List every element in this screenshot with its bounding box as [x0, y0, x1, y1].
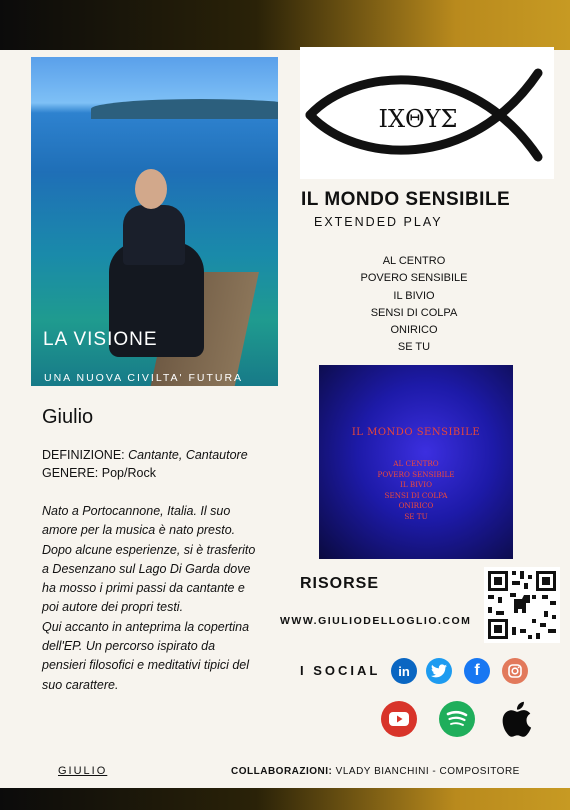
- apple-icon[interactable]: [497, 699, 535, 739]
- facebook-icon[interactable]: [464, 658, 490, 684]
- instagram-icon[interactable]: [502, 658, 528, 684]
- ichthys-logo: [300, 47, 554, 179]
- artist-info: [42, 446, 248, 482]
- cover-track-item: POVERO SENSIBILE: [377, 469, 455, 479]
- twitter-bird-icon: [431, 664, 447, 678]
- twitter-icon[interactable]: [426, 658, 452, 684]
- track-item: POVERO SENSIBILE: [360, 272, 468, 285]
- youtube-icon[interactable]: [381, 701, 417, 737]
- photo-title: LA VISIONE: [43, 329, 158, 350]
- bio-paragraph-2: Qui accanto in anteprima la copertina dell'EP. Un percorso ispirato da pensieri filosofici e meditativi tipici del suo carattere.: [42, 619, 250, 692]
- bio-paragraph: Nato a Portocannone, Italia. Il suo amore per la musica è nato presto. Dopo alcune esperienze, si è trasferito a Desenzano sul Lago Di Garda dove ha mosso i primi passi da cantante e poi autore dei propri testi.: [42, 504, 256, 615]
- track-item: AL CENTRO: [382, 255, 446, 267]
- cover-track-item: ONIRICO: [398, 501, 434, 511]
- social-label: I SOCIAL: [300, 663, 381, 678]
- instagram-camera-icon: [508, 664, 522, 678]
- cover-track-item: SE TU: [404, 511, 428, 521]
- track-list: [350, 253, 478, 357]
- linkedin-glyph: in: [398, 663, 410, 679]
- bottom-gradient-bar: [0, 788, 570, 810]
- definizione-row: [42, 446, 248, 464]
- collab-label: COLLABORAZIONI:: [231, 766, 333, 777]
- artist-bio: [42, 502, 262, 695]
- ep-subtitle: EXTENDED PLAY: [314, 215, 443, 229]
- definizione-value: Cantante, Cantautore: [128, 448, 248, 462]
- top-gradient-bar: [0, 0, 570, 50]
- collab-value: VLADY BIANCHINI - COMPOSITORE: [335, 766, 520, 777]
- apple-logo-icon: [500, 700, 532, 738]
- genere-value: Pop/Rock: [101, 466, 156, 480]
- logo-text: ΙΧΘΥΣ: [378, 105, 458, 133]
- cover-title: IL MONDO SENSIBILE: [351, 427, 481, 438]
- footer-name: GIULIO: [58, 765, 108, 777]
- cover-track-item: IL BIVIO: [400, 480, 432, 490]
- cover-track-list: [319, 459, 513, 523]
- photo-person-head: [135, 169, 167, 209]
- ep-cover-image: [319, 365, 513, 559]
- photo-hill: [91, 99, 278, 119]
- genere-row: [42, 464, 248, 482]
- photo-subtitle: UNA NUOVA CIVILTA' FUTURA: [44, 372, 244, 384]
- qr-code-icon: [484, 567, 560, 643]
- track-item: IL BIVIO: [393, 289, 435, 302]
- track-item: SE TU: [397, 341, 431, 354]
- youtube-play-icon: [389, 712, 409, 726]
- definizione-label: DEFINIZIONE:: [42, 448, 125, 462]
- track-item: SENSI DI COLPA: [370, 306, 458, 319]
- genere-label: GENERE:: [42, 466, 99, 480]
- track-item: ONIRICO: [390, 324, 438, 337]
- resources-title: RISORSE: [300, 575, 380, 592]
- photo-person-torso: [123, 205, 185, 265]
- spotify-waves-icon: [446, 710, 468, 728]
- spotify-icon[interactable]: [439, 701, 475, 737]
- qr-code[interactable]: [484, 567, 560, 643]
- cover-track-item: AL CENTRO: [393, 459, 439, 468]
- fish-icon: [300, 47, 554, 179]
- website-link[interactable]: WWW.GIULIODELLOGLIO.COM: [280, 615, 472, 627]
- ep-title: IL MONDO SENSIBILE: [301, 189, 511, 210]
- facebook-glyph: f: [474, 662, 480, 679]
- collaborations: [231, 766, 520, 777]
- artist-name: Giulio: [42, 406, 94, 428]
- artist-photo: [31, 57, 278, 386]
- cover-track-item: SENSI DI COLPA: [384, 490, 448, 500]
- linkedin-icon[interactable]: [391, 658, 417, 684]
